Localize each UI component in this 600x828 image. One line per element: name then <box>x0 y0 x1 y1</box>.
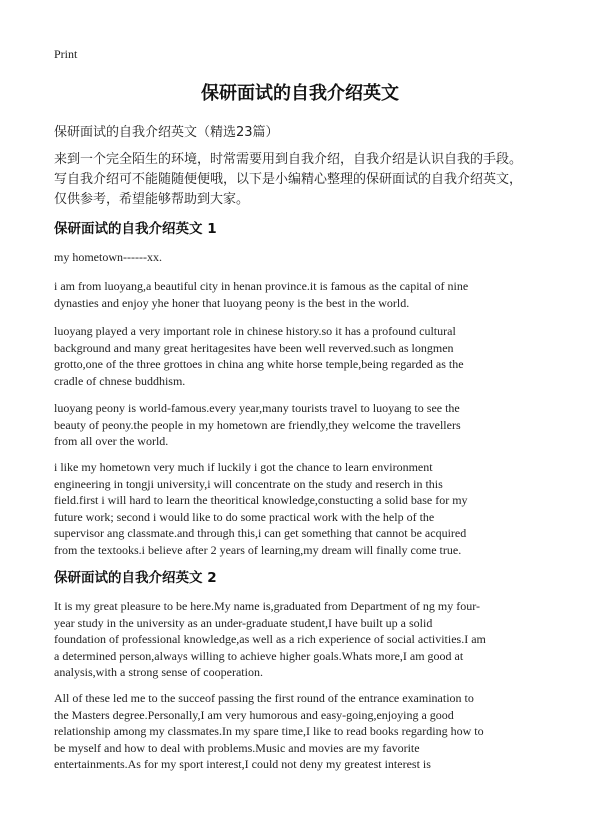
paragraph-line: my hometown------xx. <box>54 250 162 264</box>
paragraph-line: year study in the university as an under-graduate student,I have built up a solid <box>54 615 433 630</box>
paragraph-line: relationship among my classmates.In my spare time,I like to read books regarding how to <box>54 724 484 738</box>
paragraph-line: the Masters degree.Personally,I am very humorous and easy-going,enjoying a good <box>54 707 454 722</box>
paragraph <box>54 278 554 311</box>
intro-line: 来到一个完全陌生的环境，时常需要用到自我介绍，自我介绍是认识自我的手段。 <box>54 152 523 167</box>
paragraph-line: It is my great pleasure to be here.My name is,graduated from Department of ng my four- <box>54 599 480 613</box>
paragraph <box>54 249 554 266</box>
paragraph-line: from the textooks.i believe after 2 years of learning,my dream will finally come true. <box>54 542 462 557</box>
intro-line: 写自我介绍可不能随随便便哦，以下是小编精心整理的保研面试的自我介绍英文， <box>54 172 523 187</box>
paragraph-line: supervisor ang classmate.and through this,i can get something that cannot be acquired <box>54 526 467 540</box>
paragraph-line: cradle of chnese buddhism. <box>54 373 186 388</box>
intro-paragraph <box>54 150 554 210</box>
paragraph <box>54 459 554 558</box>
paragraph-line: a determined person,always willing to achieve higher goals.Whats more,I am good at <box>54 648 464 663</box>
paragraph-line: engineering in tongji university,i will concentrate on the study and reserch in this <box>54 476 443 491</box>
paragraph <box>54 400 554 450</box>
paragraph-line: field.first i will hard to learn the theoritical knowledge,constucting a solid base for my <box>54 493 468 507</box>
paragraph-line: analysis,with a strong sense of cooperation. <box>54 665 263 679</box>
paragraph-line: dynasties and enjoy yhe honer that luoyang peony is the best in the world. <box>54 295 410 310</box>
section-heading: 保研面试的自我介绍英文 1 <box>54 221 217 237</box>
paragraph-line: grotto,one of the three grottoes in china ang white horse temple,being regarded as the <box>54 357 464 371</box>
paragraph <box>54 690 554 773</box>
paragraph-line: i am from luoyang,a beautiful city in henan province.it is famous as the capital of nine <box>54 279 469 293</box>
paragraph-line: background and many great heritagesites have been well reverved.such as longmen <box>54 340 454 355</box>
paragraph-line: from all over the world. <box>54 434 169 448</box>
paragraph-line: All of these led me to the succeof passing the first round of the entrance examination to <box>54 691 474 705</box>
paragraph <box>54 323 554 389</box>
paragraph-line: entertainments.As for my sport interest,I could not deny my greatest interest is <box>54 757 431 771</box>
paragraph-line: beauty of peony.the people in my hometown are friendly,they welcome the travellers <box>54 417 461 432</box>
paragraph-line: future work; second i would like to do some practical work with the help of the <box>54 509 435 524</box>
paragraph-line: luoyang peony is world-famous.every year,many tourists travel to luoyang to see the <box>54 401 460 415</box>
page-title: 保研面试的自我介绍英文 <box>201 83 399 104</box>
paragraph-line: luoyang played a very important role in chinese history.so it has a profound cultural <box>54 324 456 338</box>
section-heading: 保研面试的自我介绍英文 2 <box>54 570 217 586</box>
paragraph <box>54 598 554 681</box>
page-subtitle: 保研面试的自我介绍英文（精选23篇） <box>54 125 279 140</box>
intro-line: 仅供参考，希望能够帮助到大家。 <box>54 192 250 207</box>
paragraph-line: i like my hometown very much if luckily i got the chance to learn environment <box>54 460 433 474</box>
paragraph-line: be myself and how to deal with problems.Music and movies are my favorite <box>54 740 420 755</box>
paragraph-line: foundation of professional knowledge,as well as a rich experience of social activities.I am <box>54 632 486 646</box>
print-link[interactable]: Print <box>54 47 78 61</box>
